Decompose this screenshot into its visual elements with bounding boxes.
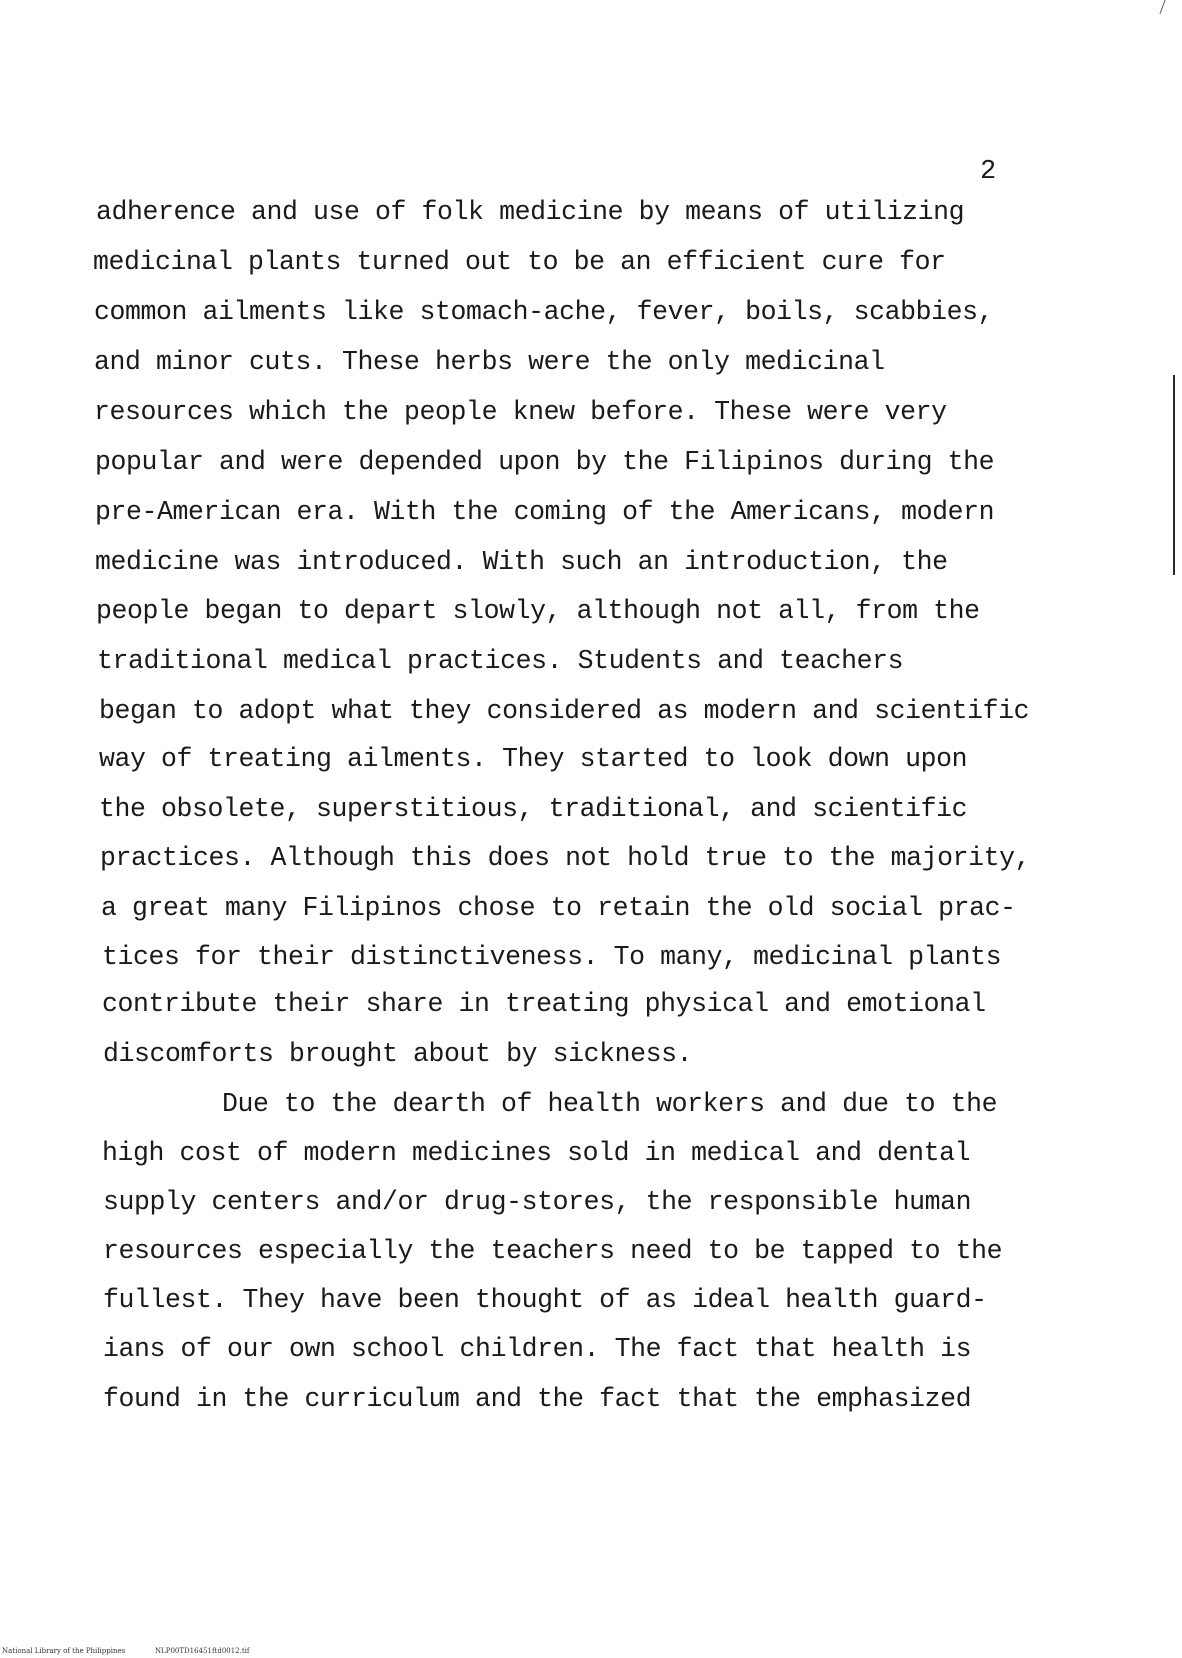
text-line: tices for their distinctiveness. To many, medicinal plants [102, 942, 1002, 972]
text-line: began to adopt what they considered as modern and scientific [99, 696, 1030, 726]
text-line: fullest. They have been thought of as ideal health guard- [103, 1285, 987, 1315]
text-line: supply centers and/or drug-stores, the responsible human [103, 1187, 972, 1217]
text-line: way of treating ailments. They started to look down upon [99, 744, 968, 774]
text-line: common ailments like stomach-ache, fever, boils, scabbies, [94, 297, 994, 327]
text-line: the obsolete, superstitious, traditional, and scientific [99, 794, 968, 824]
scan-edge-mark [1173, 375, 1175, 575]
footer-library-caption: National Library of the Philippines [2, 1647, 126, 1655]
text-line: medicine was introduced. With such an introduction, the [95, 547, 948, 577]
footer-file-reference: NLP00TD16451ftd0012.tif [155, 1647, 250, 1655]
text-line: high cost of modern medicines sold in medical and dental [102, 1138, 971, 1168]
text-line: resources especially the teachers need to be tapped to the [103, 1236, 1003, 1266]
text-line: ians of our own school children. The fact that health is [103, 1334, 972, 1364]
text-line: and minor cuts. These herbs were the only medicinal [94, 347, 885, 377]
text-line: popular and were depended upon by the Filipinos during the [95, 447, 995, 477]
scan-corner-mark [1159, 0, 1175, 14]
text-line: discomforts brought about by sickness. [103, 1039, 693, 1069]
text-line: a great many Filipinos chose to retain the old social prac- [101, 893, 1016, 923]
text-line: medicinal plants turned out to be an efficient cure for [93, 247, 946, 277]
text-line: adherence and use of folk medicine by means of utilizing [96, 197, 965, 227]
text-line: resources which the people knew before. These were very [94, 397, 947, 427]
text-line: contribute their share in treating physical and emotional [102, 989, 986, 1019]
page-number: 2 [980, 157, 997, 187]
text-line: pre-American era. With the coming of the Americans, modern [95, 497, 995, 527]
text-line: Due to the dearth of health workers and due to the [222, 1089, 998, 1119]
text-line: found in the curriculum and the fact that the emphasized [103, 1384, 972, 1414]
text-line: people began to depart slowly, although not all, from the [96, 596, 980, 626]
text-line: practices. Although this does not hold true to the majority, [100, 843, 1031, 873]
text-line: traditional medical practices. Students and teachers [97, 646, 904, 676]
